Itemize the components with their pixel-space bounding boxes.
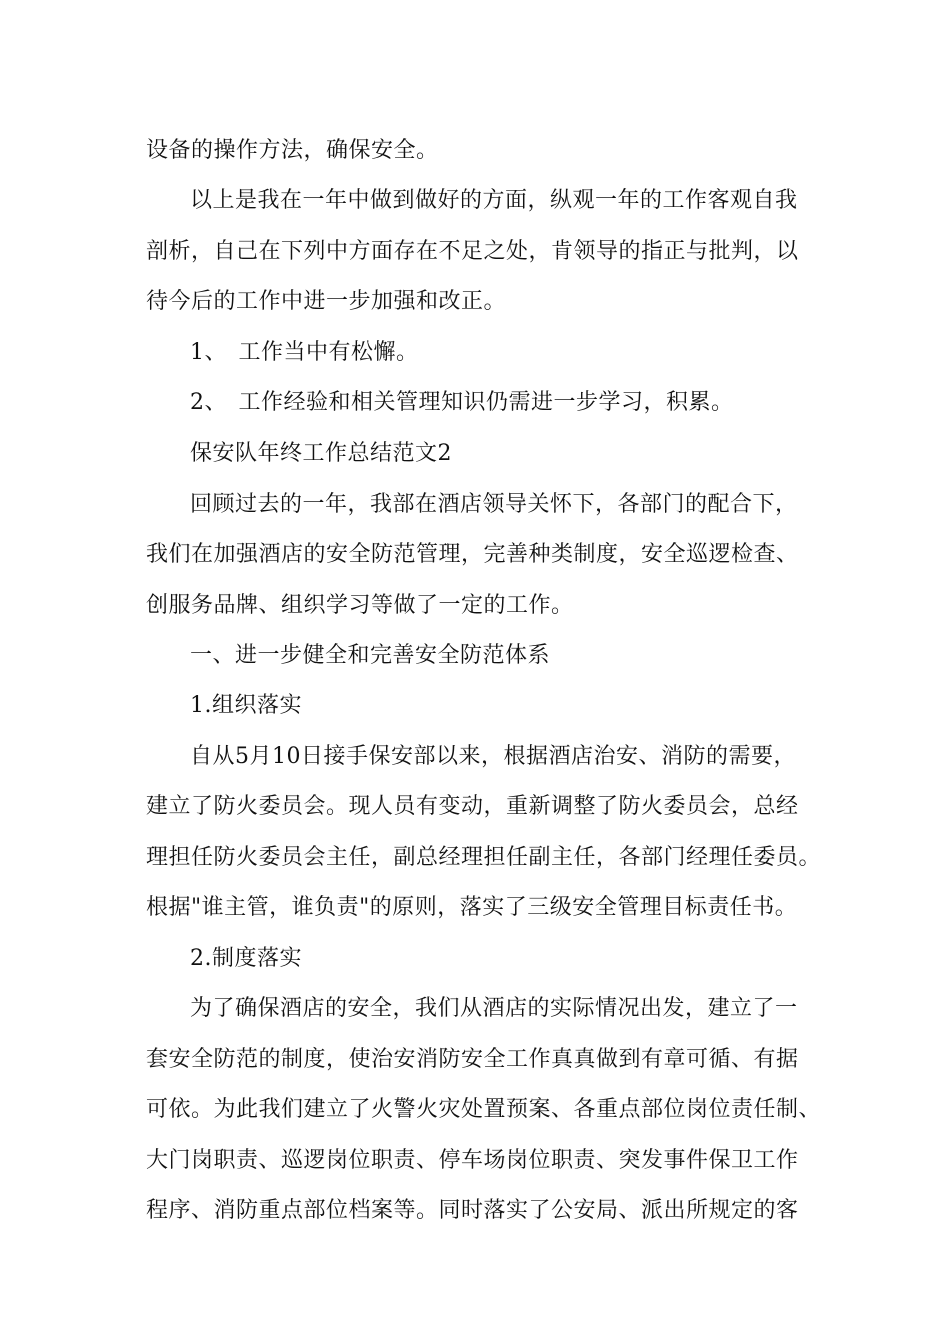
paragraph-line: 自从5月10日接手保安部以来，根据酒店治安、消防的需要， [190,744,796,769]
subsection-heading: 2.制度落实 [190,946,302,971]
paragraph-line: 套安全防范的制度，使治安消防安全工作真真做到有章可循、有据 [146,1047,799,1072]
paragraph-line: 以上是我在一年中做到做好的方面，纵观一年的工作客观自我 [190,188,798,213]
paragraph-line: 创服务品牌、组织学习等做了一定的工作。 [146,593,574,618]
paragraph-line: 为了确保酒店的安全，我们从酒店的实际情况出发，建立了一 [190,996,798,1021]
paragraph-line: 我们在加强酒店的安全防范管理，完善种类制度，安全巡逻检查、 [146,542,799,567]
paragraph-line: 待今后的工作中进一步加强和改正。 [146,289,507,314]
section-title: 保安队年终工作总结范文2 [190,441,452,466]
paragraph-line: 理担任防火委员会主任，副总经理担任副主任，各部门经理任委员。 [146,845,822,870]
paragraph-line: 程序、消防重点部位档案等。同时落实了公安局、派出所规定的客 [146,1198,799,1223]
paragraph-line: 建立了防火委员会。现人员有变动，重新调整了防火委员会，总经 [146,794,799,819]
section-heading: 一、进一步健全和完善安全防范体系 [190,643,551,668]
paragraph-line: 回顾过去的一年，我部在酒店领导关怀下，各部门的配合下， [190,492,798,517]
list-item: 2、 工作经验和相关管理知识仍需进一步学习，积累。 [190,390,734,415]
subsection-heading: 1.组织落实 [190,693,302,718]
paragraph-line: 设备的操作方法，确保安全。 [146,138,439,163]
paragraph-line: 剖析，自己在下列中方面存在不足之处，肯领导的指正与批判，以 [146,239,799,264]
paragraph-line: 大门岗职责、巡逻岗位职责、停车场岗位职责、突发事件保卫工作 [146,1148,799,1173]
paragraph-line: 根据"谁主管，谁负责"的原则，落实了三级安全管理目标责任书。 [146,895,798,920]
list-item: 1、 工作当中有松懈。 [190,340,419,365]
paragraph-line: 可依。为此我们建立了火警火灾处置预案、各重点部位岗位责任制、 [146,1097,822,1122]
